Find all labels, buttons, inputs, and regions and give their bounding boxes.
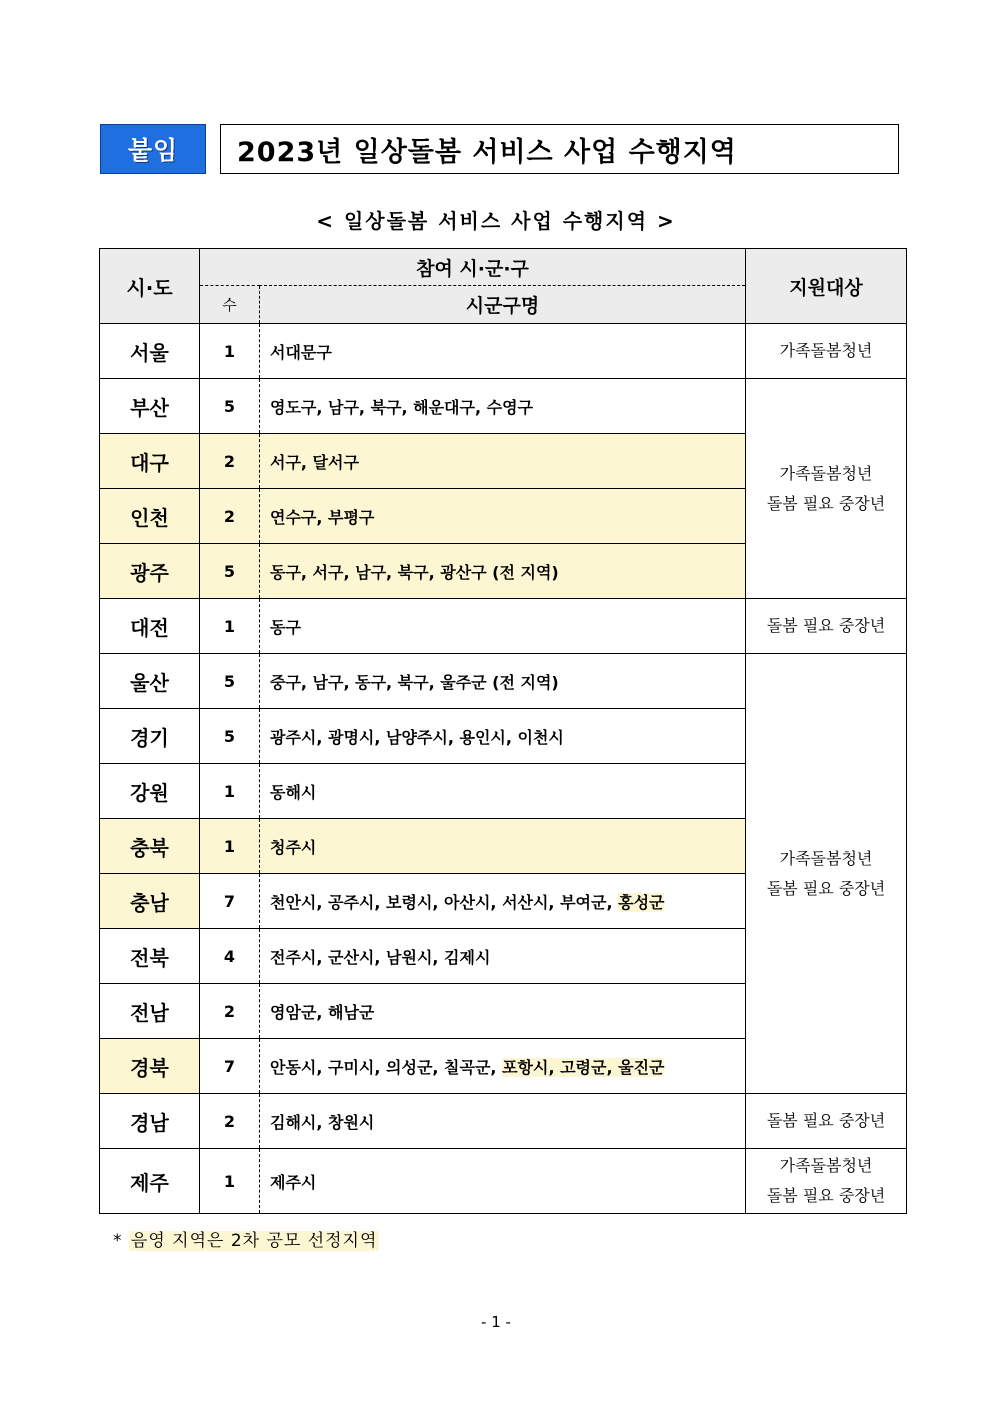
header-participating: 참여 시·군·구 <box>200 249 746 286</box>
row-sido: 경기 <box>100 709 200 764</box>
row-sido: 전남 <box>100 984 200 1039</box>
footnote-mark: * <box>113 1231 123 1251</box>
row-count: 5 <box>200 379 260 434</box>
row-count: 1 <box>200 1149 260 1214</box>
target-line1: 가족돌봄청년 <box>779 1156 873 1175</box>
row-sido: 대구 <box>100 434 200 489</box>
row-target <box>746 1094 907 1149</box>
names-highlighted: 홍성군 <box>618 892 665 912</box>
row-names: 청주시 <box>260 819 746 874</box>
header-target: 지원대상 <box>746 249 907 324</box>
row-sido: 경남 <box>100 1094 200 1149</box>
row-count: 1 <box>200 764 260 819</box>
row-target <box>746 599 907 654</box>
table-caption: < 일상돌봄 서비스 사업 수행지역 > <box>316 209 676 233</box>
names-highlighted: 포항시, 고령군, 울진군 <box>502 1057 665 1077</box>
row-count: 1 <box>200 599 260 654</box>
row-names: 광주시, 광명시, 남양주시, 용인시, 이천시 <box>260 709 746 764</box>
row-names <box>260 1039 746 1094</box>
row-sido: 대전 <box>100 599 200 654</box>
attachment-badge: 붙임 <box>100 124 206 174</box>
row-names: 서대문구 <box>260 324 746 379</box>
row-count: 5 <box>200 709 260 764</box>
row-names: 김해시, 창원시 <box>260 1094 746 1149</box>
row-count: 5 <box>200 544 260 599</box>
row-count: 7 <box>200 874 260 929</box>
row-sido: 부산 <box>100 379 200 434</box>
row-names: 동구, 서구, 남구, 북구, 광산구 (전 지역) <box>260 544 746 599</box>
target-line2: 돌봄 필요 중장년 <box>766 878 886 898</box>
row-names: 서구, 달서구 <box>260 434 746 489</box>
target-line1: 가족돌봄청년 <box>779 341 873 360</box>
row-names: 중구, 남구, 동구, 북구, 울주군 (전 지역) <box>260 654 746 709</box>
row-target <box>746 379 907 599</box>
row-names: 영암군, 해남군 <box>260 984 746 1039</box>
header-count: 수 <box>200 286 260 324</box>
footnote <box>113 1226 379 1251</box>
footnote-text: 음영 지역은 2차 공모 선정지역 <box>130 1231 378 1251</box>
names-plain: 안동시, 구미시, 의성군, 칠곡군, <box>270 1057 503 1077</box>
row-sido: 충북 <box>100 819 200 874</box>
table-row <box>100 324 907 379</box>
row-count: 2 <box>200 984 260 1039</box>
row-count: 1 <box>200 324 260 379</box>
target-line1: 돌봄 필요 중장년 <box>766 616 886 635</box>
row-names: 동구 <box>260 599 746 654</box>
table-row <box>100 1149 907 1214</box>
row-sido: 서울 <box>100 324 200 379</box>
target-line1: 가족돌봄청년 <box>779 848 873 868</box>
target-line2: 돌봄 필요 중장년 <box>766 493 886 513</box>
header-names: 시군구명 <box>260 286 746 324</box>
row-target <box>746 324 907 379</box>
table-row <box>100 379 907 434</box>
row-count: 2 <box>200 1094 260 1149</box>
row-count: 2 <box>200 434 260 489</box>
header-sido: 시·도 <box>100 249 200 324</box>
page-number: - 1 - <box>481 1313 511 1331</box>
row-sido: 경북 <box>100 1039 200 1094</box>
names-plain: 천안시, 공주시, 보령시, 아산시, 서산시, 부여군, <box>270 892 619 912</box>
row-count: 2 <box>200 489 260 544</box>
row-sido: 충남 <box>100 874 200 929</box>
table-row <box>100 599 907 654</box>
row-names: 연수구, 부평구 <box>260 489 746 544</box>
target-line1: 돌봄 필요 중장년 <box>766 1111 886 1130</box>
row-count: 5 <box>200 654 260 709</box>
table-row <box>100 1094 907 1149</box>
table-row <box>100 654 907 709</box>
row-names: 동해시 <box>260 764 746 819</box>
row-target <box>746 654 907 1094</box>
row-count: 1 <box>200 819 260 874</box>
row-names <box>260 874 746 929</box>
row-sido: 강원 <box>100 764 200 819</box>
row-names: 영도구, 남구, 북구, 해운대구, 수영구 <box>260 379 746 434</box>
row-names: 제주시 <box>260 1149 746 1214</box>
regions-table <box>99 248 907 1214</box>
row-sido: 인천 <box>100 489 200 544</box>
target-line1: 가족돌봄청년 <box>779 463 873 483</box>
row-names: 전주시, 군산시, 남원시, 김제시 <box>260 929 746 984</box>
row-sido: 제주 <box>100 1149 200 1214</box>
row-count: 4 <box>200 929 260 984</box>
row-sido: 광주 <box>100 544 200 599</box>
target-line2: 돌봄 필요 중장년 <box>766 1186 886 1205</box>
page-title: 2023년 일상돌봄 서비스 사업 수행지역 <box>220 124 899 174</box>
row-target <box>746 1149 907 1214</box>
row-sido: 울산 <box>100 654 200 709</box>
row-sido: 전북 <box>100 929 200 984</box>
row-count: 7 <box>200 1039 260 1094</box>
